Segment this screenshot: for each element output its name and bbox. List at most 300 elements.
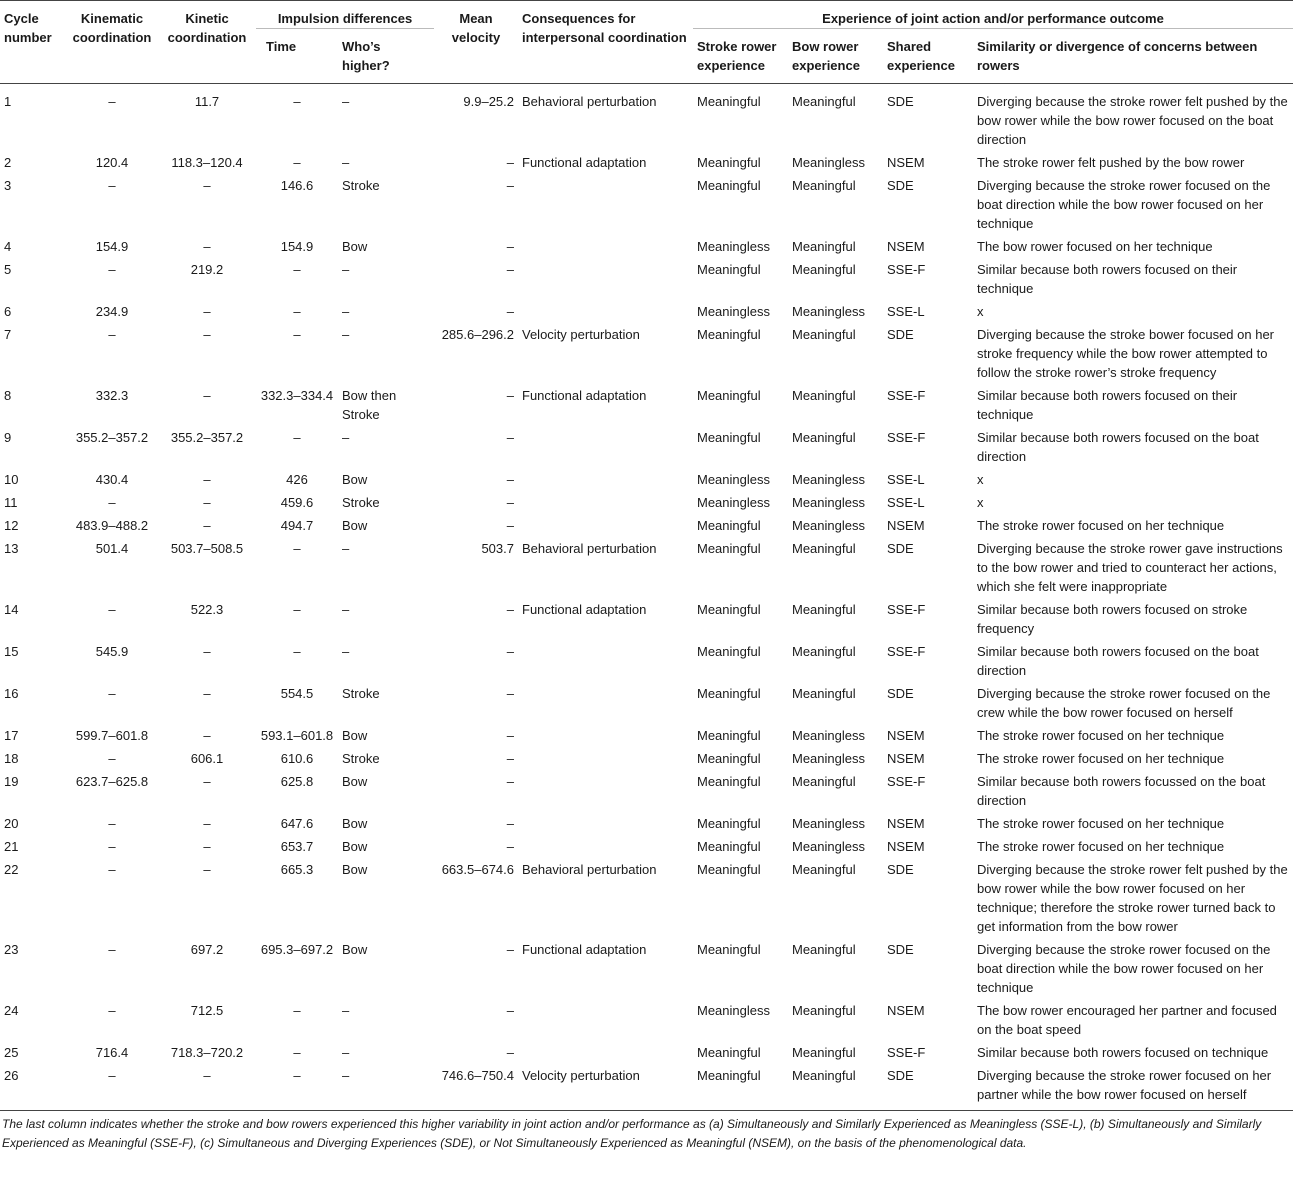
cell-kinetic-coordination: – bbox=[203, 304, 211, 319]
cell-mean-velocity: – bbox=[506, 155, 514, 170]
cell-similarity: The bow rower focused on her technique bbox=[977, 239, 1213, 254]
cell-consequences bbox=[518, 260, 693, 302]
header-kinematic: Kinematic coordination bbox=[66, 1, 158, 84]
cell-kinetic-coordination: – bbox=[203, 495, 211, 510]
cell-shared-experience: NSEM bbox=[887, 751, 925, 766]
cell-shared-experience: NSEM bbox=[887, 816, 925, 831]
cell-consequences bbox=[518, 428, 693, 470]
header-bow-experience: Bow rower experience bbox=[788, 29, 883, 84]
cell-who-higher: Bow bbox=[342, 518, 368, 533]
cell-similarity: The stroke rower felt pushed by the bow rower bbox=[977, 155, 1245, 170]
cell-kinetic-coordination: 718.3–720.2 bbox=[170, 1045, 244, 1060]
cell-kinematic-coordination: – bbox=[108, 327, 116, 342]
cell-impulsion-time: – bbox=[293, 430, 301, 445]
cell-impulsion-time: 154.9 bbox=[280, 239, 314, 254]
cell-shared-experience: SDE bbox=[883, 1066, 973, 1111]
cell-kinetic-coordination: 697.2 bbox=[190, 942, 224, 957]
cell-mean-velocity: – bbox=[506, 518, 514, 533]
cell-kinetic-coordination: – bbox=[203, 862, 211, 877]
cell-shared-experience: NSEM bbox=[887, 155, 925, 170]
cell-impulsion-time: 665.3 bbox=[280, 862, 314, 877]
cell-impulsion-time: – bbox=[256, 1066, 338, 1111]
cell-cycle-number: 6 bbox=[4, 304, 12, 319]
header-impulsion: Impulsion differences bbox=[256, 1, 434, 29]
cell-shared-experience: SDE bbox=[887, 541, 914, 556]
cell-shared-experience: SSE-L bbox=[887, 304, 925, 319]
cell-impulsion-time: – bbox=[293, 155, 301, 170]
cell-kinematic-coordination: – bbox=[108, 862, 116, 877]
cell-stroke-experience: Meaningful bbox=[697, 178, 761, 193]
cell-bow-experience: Meaningful bbox=[792, 178, 856, 193]
cell-who-higher: Stroke bbox=[342, 495, 380, 510]
cell-kinematic-coordination: – bbox=[108, 751, 116, 766]
cell-consequences bbox=[518, 726, 693, 749]
cell-kinetic-coordination: – bbox=[203, 239, 211, 254]
cell-cycle-number: 11 bbox=[4, 495, 18, 510]
cell-kinetic-coordination: – bbox=[203, 816, 211, 831]
cell-consequences: Behavioral perturbation bbox=[522, 862, 657, 877]
cell-who-higher: – bbox=[342, 602, 350, 617]
cell-bow-experience: Meaningful bbox=[792, 94, 856, 109]
cell-kinetic-coordination: – bbox=[203, 728, 211, 743]
cell-stroke-experience: Meaningless bbox=[697, 495, 770, 510]
cell-bow-experience: Meaningless bbox=[792, 472, 865, 487]
cell-mean-velocity: – bbox=[506, 839, 514, 854]
table-row bbox=[0, 642, 1293, 684]
cell-kinematic-coordination: 154.9 bbox=[95, 239, 129, 254]
cell-cycle-number: 14 bbox=[4, 602, 19, 617]
cell-cycle-number: 2 bbox=[4, 155, 12, 170]
header-similarity: Similarity or divergence of concerns between rowers bbox=[973, 29, 1293, 84]
cell-mean-velocity: – bbox=[506, 495, 514, 510]
header-experience-group: Experience of joint action and/or performance outcome bbox=[693, 1, 1293, 29]
cell-kinetic-coordination: 522.3 bbox=[190, 602, 224, 617]
cell-kinematic-coordination: 545.9 bbox=[95, 644, 129, 659]
cell-impulsion-time: 610.6 bbox=[280, 751, 314, 766]
cell-stroke-experience: Meaningful bbox=[697, 839, 761, 854]
cell-kinematic-coordination: – bbox=[108, 816, 116, 831]
cell-stroke-experience: Meaningful bbox=[693, 1066, 788, 1111]
table-row bbox=[0, 539, 1293, 600]
cell-bow-experience: Meaningful bbox=[792, 388, 856, 403]
cell-cycle-number: 3 bbox=[4, 178, 12, 193]
cell-consequences bbox=[518, 493, 693, 516]
cell-similarity: Similar because both rowers focussed on the boat direction bbox=[977, 774, 1266, 808]
cell-impulsion-time: 459.6 bbox=[280, 495, 314, 510]
cell-kinetic-coordination: – bbox=[203, 644, 211, 659]
table-row bbox=[0, 428, 1293, 470]
cell-kinetic-coordination: 503.7–508.5 bbox=[170, 541, 244, 556]
cell-consequences: Functional adaptation bbox=[522, 155, 647, 170]
cell-mean-velocity: – bbox=[506, 728, 514, 743]
cell-cycle-number: 15 bbox=[4, 644, 19, 659]
table-row bbox=[0, 176, 1293, 237]
cell-impulsion-time: – bbox=[293, 541, 301, 556]
table-row bbox=[0, 260, 1293, 302]
cell-consequences bbox=[518, 470, 693, 493]
table-row bbox=[0, 1066, 1293, 1111]
cell-kinetic-coordination: – bbox=[158, 1066, 256, 1111]
cell-consequences bbox=[518, 814, 693, 837]
cell-who-higher: Bow then Stroke bbox=[342, 388, 397, 422]
cell-kinetic-coordination: – bbox=[203, 178, 211, 193]
cell-similarity: x bbox=[977, 495, 984, 510]
cell-stroke-experience: Meaningful bbox=[697, 262, 761, 277]
cell-consequences bbox=[518, 302, 693, 325]
cell-cycle-number: 1 bbox=[4, 94, 12, 109]
cell-similarity: Similar because both rowers focused on the boat direction bbox=[977, 644, 1259, 678]
cell-who-higher: Bow bbox=[342, 862, 368, 877]
cell-cycle-number: 23 bbox=[4, 942, 19, 957]
cell-cycle-number: 12 bbox=[4, 518, 19, 533]
cell-consequences bbox=[518, 516, 693, 539]
cell-mean-velocity: – bbox=[506, 304, 514, 319]
cell-bow-experience: Meaningful bbox=[792, 327, 856, 342]
cell-bow-experience: Meaningless bbox=[792, 839, 865, 854]
cell-similarity: Diverging because the stroke rower felt pushed by the bow rower while the bow rower focused on her technique; therefore the stroke rower turned back to get information from the bow rower bbox=[977, 862, 1288, 934]
cell-consequences: Velocity perturbation bbox=[522, 327, 640, 342]
cell-shared-experience: SDE bbox=[887, 942, 914, 957]
cell-shared-experience: SSE-L bbox=[887, 472, 925, 487]
cell-mean-velocity: 285.6–296.2 bbox=[441, 327, 514, 342]
cell-consequences bbox=[518, 684, 693, 726]
cell-who-higher: Stroke bbox=[342, 751, 380, 766]
cell-kinematic-coordination: 623.7–625.8 bbox=[75, 774, 149, 789]
table-row bbox=[0, 1001, 1293, 1043]
cell-kinematic-coordination: 355.2–357.2 bbox=[75, 430, 149, 445]
cell-shared-experience: SSE-F bbox=[887, 430, 926, 445]
cell-mean-velocity: – bbox=[506, 751, 514, 766]
table-row bbox=[0, 837, 1293, 860]
cell-shared-experience: SSE-F bbox=[887, 388, 926, 403]
cell-stroke-experience: Meaningless bbox=[697, 304, 770, 319]
cell-kinetic-coordination: 712.5 bbox=[190, 1003, 224, 1018]
cell-stroke-experience: Meaningful bbox=[697, 94, 761, 109]
cell-similarity: Similar because both rowers focused on their technique bbox=[977, 262, 1238, 296]
cell-kinematic-coordination: – bbox=[108, 1003, 116, 1018]
cell-kinematic-coordination: 483.9–488.2 bbox=[75, 518, 149, 533]
cell-stroke-experience: Meaningful bbox=[697, 430, 761, 445]
table-row bbox=[0, 493, 1293, 516]
cell-mean-velocity: – bbox=[506, 239, 514, 254]
cell-consequences bbox=[518, 837, 693, 860]
table-row bbox=[0, 153, 1293, 176]
cell-mean-velocity: – bbox=[506, 774, 514, 789]
cell-mean-velocity: – bbox=[506, 644, 514, 659]
cell-bow-experience: Meaningful bbox=[792, 430, 856, 445]
table-row bbox=[0, 772, 1293, 814]
cell-stroke-experience: Meaningful bbox=[697, 942, 761, 957]
cell-kinematic-coordination: 599.7–601.8 bbox=[75, 728, 149, 743]
cell-similarity: Similar because both rowers focused on technique bbox=[977, 1045, 1269, 1060]
cell-shared-experience: SDE bbox=[887, 94, 914, 109]
cell-who-higher: – bbox=[342, 430, 350, 445]
cell-shared-experience: SDE bbox=[887, 327, 914, 342]
cell-kinetic-coordination: – bbox=[203, 327, 211, 342]
header-consequences: Consequences for interpersonal coordination bbox=[518, 1, 693, 84]
cell-impulsion-time: 146.6 bbox=[280, 178, 314, 193]
cell-kinematic-coordination: 716.4 bbox=[95, 1045, 129, 1060]
header-time: Time bbox=[256, 29, 338, 84]
cell-bow-experience: Meaningful bbox=[792, 644, 856, 659]
cell-impulsion-time: 695.3–697.2 bbox=[260, 942, 334, 957]
cell-impulsion-time: – bbox=[293, 262, 301, 277]
cell-consequences: Velocity perturbation bbox=[518, 1066, 693, 1111]
cell-bow-experience: Meaningful bbox=[792, 1045, 856, 1060]
cell-cycle-number: 18 bbox=[4, 751, 19, 766]
cell-mean-velocity: 663.5–674.6 bbox=[441, 862, 514, 877]
cell-bow-experience: Meaningless bbox=[792, 518, 865, 533]
header-cycle: Cycle number bbox=[0, 1, 66, 84]
cell-kinematic-coordination: – bbox=[108, 686, 116, 701]
cell-mean-velocity: – bbox=[506, 602, 514, 617]
cell-mean-velocity: 503.7 bbox=[481, 541, 514, 556]
cell-who-higher: – bbox=[342, 541, 350, 556]
table-row bbox=[0, 325, 1293, 386]
cell-who-higher: – bbox=[342, 155, 350, 170]
table-row bbox=[0, 516, 1293, 539]
cell-stroke-experience: Meaningful bbox=[697, 518, 761, 533]
cell-cycle-number: 24 bbox=[4, 1003, 19, 1018]
cell-shared-experience: NSEM bbox=[887, 839, 925, 854]
cell-kinematic-coordination: – bbox=[108, 602, 116, 617]
cell-kinetic-coordination: 219.2 bbox=[190, 262, 224, 277]
table-row bbox=[0, 684, 1293, 726]
cell-bow-experience: Meaningless bbox=[792, 728, 865, 743]
cell-similarity: The stroke rower focused on her technique bbox=[977, 728, 1225, 743]
cell-consequences: Functional adaptation bbox=[522, 388, 647, 403]
table-row bbox=[0, 749, 1293, 772]
cell-similarity: Similar because both rowers focused on the boat direction bbox=[977, 430, 1259, 464]
cell-who-higher: Bow bbox=[342, 774, 368, 789]
cell-kinematic-coordination: – bbox=[108, 94, 116, 109]
cell-similarity: Diverging because the stroke rower felt pushed by the bow rower while the bow rower focused on the boat direction bbox=[977, 94, 1288, 147]
cell-stroke-experience: Meaningful bbox=[697, 388, 761, 403]
table-footnote: The last column indicates whether the stroke and bow rowers experienced this higher variability in joint action and/or performance as (a) Simultaneously and Similarly Experienced as Meaningless (SSE-L), (b) Simultaneously and Similarly Experienced as Meaningful (SSE-F), (c) Simultaneous and Diverging Experiences (SDE), or Not Simultaneously Experienced as Meaningful (NSEM), on the basis of the phenomenological data. bbox=[2, 1117, 1262, 1150]
cell-similarity: The stroke rower focused on her technique bbox=[977, 839, 1225, 854]
cell-impulsion-time: – bbox=[293, 1003, 301, 1018]
table-row bbox=[0, 940, 1293, 1001]
cell-impulsion-time: – bbox=[293, 644, 301, 659]
cell-kinematic-coordination: 332.3 bbox=[95, 388, 129, 403]
cell-kinematic-coordination: – bbox=[108, 839, 116, 854]
cell-cycle-number: 10 bbox=[4, 472, 19, 487]
cell-cycle-number: 8 bbox=[4, 388, 12, 403]
cell-kinetic-coordination: – bbox=[203, 518, 211, 533]
cell-bow-experience: Meaningful bbox=[788, 1066, 883, 1111]
cell-stroke-experience: Meaningful bbox=[697, 602, 761, 617]
cell-stroke-experience: Meaningful bbox=[697, 1045, 761, 1060]
cell-who-higher: – bbox=[342, 304, 350, 319]
cell-bow-experience: Meaningful bbox=[792, 602, 856, 617]
cell-consequences bbox=[518, 1001, 693, 1043]
cell-mean-velocity: – bbox=[506, 472, 514, 487]
cell-cycle-number: 20 bbox=[4, 816, 19, 831]
cell-impulsion-time: – bbox=[293, 327, 301, 342]
cell-mean-velocity: – bbox=[506, 686, 514, 701]
cell-stroke-experience: Meaningless bbox=[697, 1003, 770, 1018]
cell-mean-velocity: 746.6–750.4 bbox=[434, 1066, 518, 1111]
cell-bow-experience: Meaningless bbox=[792, 495, 865, 510]
cell-impulsion-time: – bbox=[293, 1045, 301, 1060]
cell-kinetic-coordination: 606.1 bbox=[190, 751, 224, 766]
cell-stroke-experience: Meaningful bbox=[697, 541, 761, 556]
cell-bow-experience: Meaningless bbox=[792, 751, 865, 766]
cell-bow-experience: Meaningful bbox=[792, 1003, 856, 1018]
cell-cycle-number: 17 bbox=[4, 728, 19, 743]
cell-cycle-number: 4 bbox=[4, 239, 12, 254]
cell-shared-experience: NSEM bbox=[887, 518, 925, 533]
table-row bbox=[0, 386, 1293, 428]
cell-similarity: The stroke rower focused on her technique bbox=[977, 751, 1225, 766]
cell-similarity: Diverging because the stroke rower gave instructions to the bow rower and tried to counteract her actions, which she felt were inappropriate bbox=[977, 541, 1283, 594]
cell-who-higher: Bow bbox=[342, 728, 368, 743]
cell-bow-experience: Meaningless bbox=[792, 816, 865, 831]
cell-similarity: The stroke rower focused on her technique bbox=[977, 518, 1225, 533]
header-kinetic: Kinetic coordination bbox=[158, 1, 256, 84]
cell-bow-experience: Meaningful bbox=[792, 686, 856, 701]
cell-shared-experience: SDE bbox=[887, 686, 914, 701]
cell-mean-velocity: – bbox=[506, 816, 514, 831]
cell-who-higher: – bbox=[338, 1066, 434, 1111]
cell-who-higher: – bbox=[342, 644, 350, 659]
cell-impulsion-time: 426 bbox=[286, 472, 308, 487]
cell-kinematic-coordination: – bbox=[108, 178, 116, 193]
cell-cycle-number: 21 bbox=[4, 839, 19, 854]
cell-mean-velocity: – bbox=[506, 942, 514, 957]
cell-impulsion-time: 554.5 bbox=[280, 686, 314, 701]
cell-kinematic-coordination: – bbox=[66, 1066, 158, 1111]
cell-kinetic-coordination: – bbox=[203, 388, 211, 403]
cell-stroke-experience: Meaningful bbox=[697, 644, 761, 659]
table-row bbox=[0, 84, 1293, 154]
cell-who-higher: – bbox=[342, 327, 350, 342]
cell-who-higher: Stroke bbox=[342, 686, 380, 701]
cell-who-higher: Bow bbox=[342, 839, 368, 854]
cell-shared-experience: NSEM bbox=[887, 728, 925, 743]
cell-similarity: Similar because both rowers focused on stroke frequency bbox=[977, 602, 1248, 636]
cell-kinetic-coordination: 355.2–357.2 bbox=[170, 430, 244, 445]
header-who-higher: Who’s higher? bbox=[338, 29, 434, 84]
cell-similarity: The bow rower encouraged her partner and focused on the boat speed bbox=[977, 1003, 1277, 1037]
table-row bbox=[0, 814, 1293, 837]
cell-kinematic-coordination: 234.9 bbox=[95, 304, 129, 319]
cell-similarity: Diverging because the stroke bower focused on her stroke frequency while the bow rower attempted to follow the stroke rower’s stroke frequency bbox=[977, 327, 1275, 380]
cell-kinematic-coordination: 430.4 bbox=[95, 472, 129, 487]
cell-similarity: The stroke rower focused on her technique bbox=[977, 816, 1225, 831]
cell-kinetic-coordination: 11.7 bbox=[194, 94, 220, 109]
header-shared-experience: Shared experience bbox=[883, 29, 973, 84]
cell-consequences: Behavioral perturbation bbox=[522, 94, 657, 109]
table-row bbox=[0, 860, 1293, 940]
cell-bow-experience: Meaningful bbox=[792, 942, 856, 957]
cell-stroke-experience: Meaningful bbox=[697, 728, 761, 743]
table-row bbox=[0, 726, 1293, 749]
cell-who-higher: – bbox=[342, 94, 350, 109]
cell-who-higher: Bow bbox=[342, 816, 368, 831]
cell-cycle-number: 25 bbox=[4, 1045, 19, 1060]
cell-mean-velocity: – bbox=[506, 388, 514, 403]
cell-consequences bbox=[518, 772, 693, 814]
cell-similarity: Diverging because the stroke rower focused on the crew while the bow rower focused on herself bbox=[977, 686, 1271, 720]
cell-kinetic-coordination: – bbox=[203, 839, 211, 854]
cell-cycle-number: 19 bbox=[4, 774, 19, 789]
cell-who-higher: Bow bbox=[342, 239, 368, 254]
cell-similarity: Similar because both rowers focused on their technique bbox=[977, 388, 1238, 422]
cell-stroke-experience: Meaningful bbox=[697, 862, 761, 877]
cell-kinetic-coordination: – bbox=[203, 686, 211, 701]
cell-impulsion-time: 494.7 bbox=[280, 518, 314, 533]
cell-consequences bbox=[518, 176, 693, 237]
cell-stroke-experience: Meaningful bbox=[697, 155, 761, 170]
cell-consequences bbox=[518, 237, 693, 260]
cell-stroke-experience: Meaningful bbox=[697, 774, 761, 789]
cell-mean-velocity: 9.9–25.2 bbox=[463, 94, 514, 109]
cell-bow-experience: Meaningful bbox=[792, 541, 856, 556]
table-row bbox=[0, 237, 1293, 260]
cell-shared-experience: SSE-F bbox=[887, 602, 926, 617]
cell-stroke-experience: Meaningful bbox=[697, 686, 761, 701]
cell-kinetic-coordination: – bbox=[203, 774, 211, 789]
cell-consequences bbox=[518, 1043, 693, 1066]
cell-who-higher: – bbox=[342, 1003, 350, 1018]
cell-mean-velocity: – bbox=[506, 1045, 514, 1060]
cell-mean-velocity: – bbox=[506, 262, 514, 277]
cell-kinetic-coordination: – bbox=[203, 472, 211, 487]
cell-who-higher: Bow bbox=[342, 942, 368, 957]
cell-shared-experience: SSE-L bbox=[887, 495, 925, 510]
cell-similarity: x bbox=[977, 304, 984, 319]
cell-similarity: Diverging because the stroke rower focused on the boat direction while the bow rower focused on her technique bbox=[977, 178, 1271, 231]
table-row bbox=[0, 302, 1293, 325]
cell-impulsion-time: 653.7 bbox=[280, 839, 314, 854]
cell-kinematic-coordination: 120.4 bbox=[95, 155, 129, 170]
cell-mean-velocity: – bbox=[506, 178, 514, 193]
cell-who-higher: Stroke bbox=[342, 178, 380, 193]
cell-stroke-experience: Meaningful bbox=[697, 327, 761, 342]
cell-cycle-number: 7 bbox=[4, 327, 12, 342]
cell-kinematic-coordination: – bbox=[108, 942, 116, 957]
cell-stroke-experience: Meaningful bbox=[697, 816, 761, 831]
cell-mean-velocity: – bbox=[506, 430, 514, 445]
cell-impulsion-time: 647.6 bbox=[280, 816, 314, 831]
cell-shared-experience: SDE bbox=[887, 178, 914, 193]
cell-cycle-number: 5 bbox=[4, 262, 12, 277]
cell-kinematic-coordination: 501.4 bbox=[95, 541, 129, 556]
cell-kinematic-coordination: – bbox=[108, 262, 116, 277]
cell-shared-experience: SSE-F bbox=[887, 262, 926, 277]
table-row bbox=[0, 600, 1293, 642]
cell-shared-experience: NSEM bbox=[887, 1003, 925, 1018]
header-mean-velocity: Mean velocity bbox=[434, 1, 518, 84]
cell-stroke-experience: Meaningless bbox=[697, 239, 770, 254]
cell-consequences bbox=[518, 749, 693, 772]
cell-consequences: Functional adaptation bbox=[522, 942, 647, 957]
cell-shared-experience: SDE bbox=[887, 862, 914, 877]
header-stroke-experience: Stroke rower experience bbox=[693, 29, 788, 84]
cell-similarity: Diverging because the stroke rower focused on the boat direction while the bow rower focused on her technique bbox=[977, 942, 1271, 995]
cell-impulsion-time: 332.3–334.4 bbox=[260, 388, 334, 403]
cell-stroke-experience: Meaningful bbox=[697, 751, 761, 766]
cell-bow-experience: Meaningless bbox=[792, 155, 865, 170]
cell-consequences: Behavioral perturbation bbox=[522, 541, 657, 556]
cell-similarity: x bbox=[977, 472, 984, 487]
cell-stroke-experience: Meaningless bbox=[697, 472, 770, 487]
cell-shared-experience: SSE-F bbox=[887, 644, 926, 659]
cell-cycle-number: 16 bbox=[4, 686, 19, 701]
cell-bow-experience: Meaningless bbox=[792, 304, 865, 319]
cell-who-higher: – bbox=[342, 262, 350, 277]
